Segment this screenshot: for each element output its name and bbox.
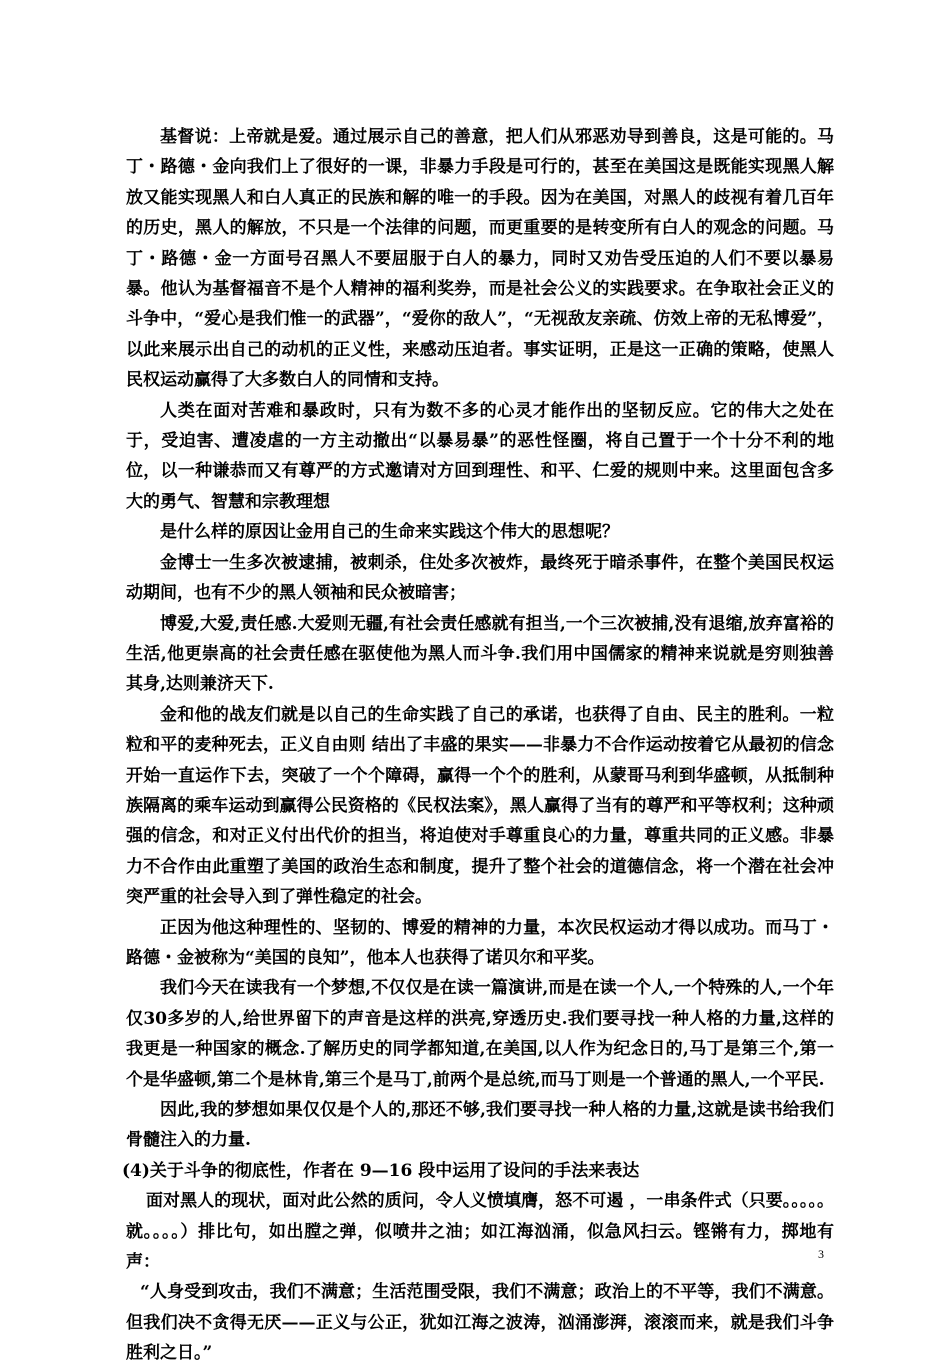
- paragraph-10: 面对黑人的现状，面对此公然的质问，令人义愤填膺，怒不可遏 ，一串条件式（只要。。。。。就。。。。）排比句，如出膛之弹，似喷井之油；如江海汹涌，似急风扫云。铿锵有力，掷地有声：: [126, 1191, 834, 1273]
- paragraph-5: 博爱,大爱,责任感.大爱则无疆,有社会责任感就有担当,一个三次被捕,没有退缩,放弃富裕的生活,他更崇高的社会责任感在驱使他为黑人而斗争.我们用中国儒家的精神来说就是穷则独善其身,达则兼济天下.: [126, 613, 834, 695]
- quote-paragraph: “人身受到攻击，我们不满意；生活范围受限，我们不满意；政治上的不平等，我们不满意。但我们决不贪得无厌——正义与公正，犹如江海之波涛，汹涌澎湃，滚滚而来，就是我们斗争胜利之日。”: [126, 1282, 834, 1364]
- paragraph-6: 金和他的战友们就是以自己的生命实践了自己的承诺，也获得了自由、民主的胜利。一粒粒和平的麦种死去，正义自由则 结出了丰盛的果实——非暴力不合作运动按着它从最初的信念开始一直运作下去，突破了一个个障碍，赢得一个个的胜利，从蒙哥马利到华盛顿，从抵制种族隔离的乘车运动到赢得公民资格的《民权法案》，黑人赢得了当有的尊严和平等权利；这种顽强的信念，和对正义付出代价的担当，将迫使对手尊重良心的力量，尊重共同的正义感。非暴力不合作由此重塑了美国的政治生态和制度，提升了整个社会的道德信念，将一个潜在社会冲突严重的社会导入到了弹性稳定的社会。: [126, 704, 834, 908]
- paragraph-9: 因此,我的梦想如果仅仅是个人的,那还不够,我们要寻找一种人格的力量,这就是读书给我们骨髓注入的力量.: [126, 1100, 834, 1151]
- paragraph-4: 金博士一生多次被逮捕，被刺杀，住处多次被炸，最终死于暗杀事件，在整个美国民权运动期间，也有不少的黑人领袖和民众被暗害；: [126, 552, 834, 604]
- page-number: 3: [818, 1247, 824, 1261]
- paragraph-7: 正因为他这种理性的、坚韧的、博爱的精神的力量，本次民权运动才得以成功。而马丁・路德・金被称为“美国的良知”，他本人也获得了诺贝尔和平奖。: [126, 917, 834, 968]
- paragraph-2: 人类在面对苦难和暴政时，只有为数不多的心灵才能作出的坚韧反应。它的伟大之处在于，受迫害、遭凌虐的一方主动撤出“以暴易暴”的恶性怪圈，将自己置于一个十分不利的地位，以一种谦恭而又有尊严的方式邀请对方回到理性、和平、仁爱的规则中来。这里面包含多大的勇气、智慧和宗教理想: [126, 400, 834, 512]
- paragraph-1: 基督说：上帝就是爱。通过展示自己的善意，把人们从邪恶劝导到善良，这是可能的。马丁・路德・金向我们上了很好的一课，非暴力手段是可行的，甚至在美国这是既能实现黑人解放又能实现黑人和白人真正的民族和解的唯一的手段。因为在美国，对黑人的歧视有着几百年的历史，黑人的解放，不只是一个法律的问题，而更重要的是转变所有白人的观念的问题。马丁・路德・金一方面号召黑人不要屈服于白人的暴力，同时又劝告受压迫的人们不要以暴易暴。他认为基督福音不是个人精神的福利奖券，而是社会公义的实践要求。在争取社会正义的斗争中，“爱心是我们惟一的武器”，“爱你的敌人”，“无视敌友亲疏、仿效上帝的无私博爱”，以此来展示出自己的动机的正义性，来感动压迫者。事实证明，正是这一正确的策略，使黑人民权运动赢得了大多数白人的同情和支持。: [126, 127, 834, 391]
- section-heading-4: (4)关于斗争的彻底性，作者在 9—16 段中运用了设问的手法来表达: [122, 1160, 640, 1181]
- paragraph-8: 我们今天在读我有一个梦想,不仅仅是在读一篇演讲,而是在读一个人,一个特殊的人,一个年仅30多岁的人,给世界留下的声音是这样的洪亮,穿透历史.我们要寻找一种人格的力量,这样的我更是一种国家的概念.了解历史的同学都知道,在美国,以人作为纪念日的,马丁是第三个,第一个是华盛顿,第二个是林肯,第三个是马丁,前两个是总统,而马丁则是一个普通的黑人,一个平民.: [126, 978, 834, 1090]
- document-body: [122, 122, 834, 1369]
- paragraph-3: 是什么样的原因让金用自己的生命来实践这个伟大的思想呢？: [160, 522, 619, 543]
